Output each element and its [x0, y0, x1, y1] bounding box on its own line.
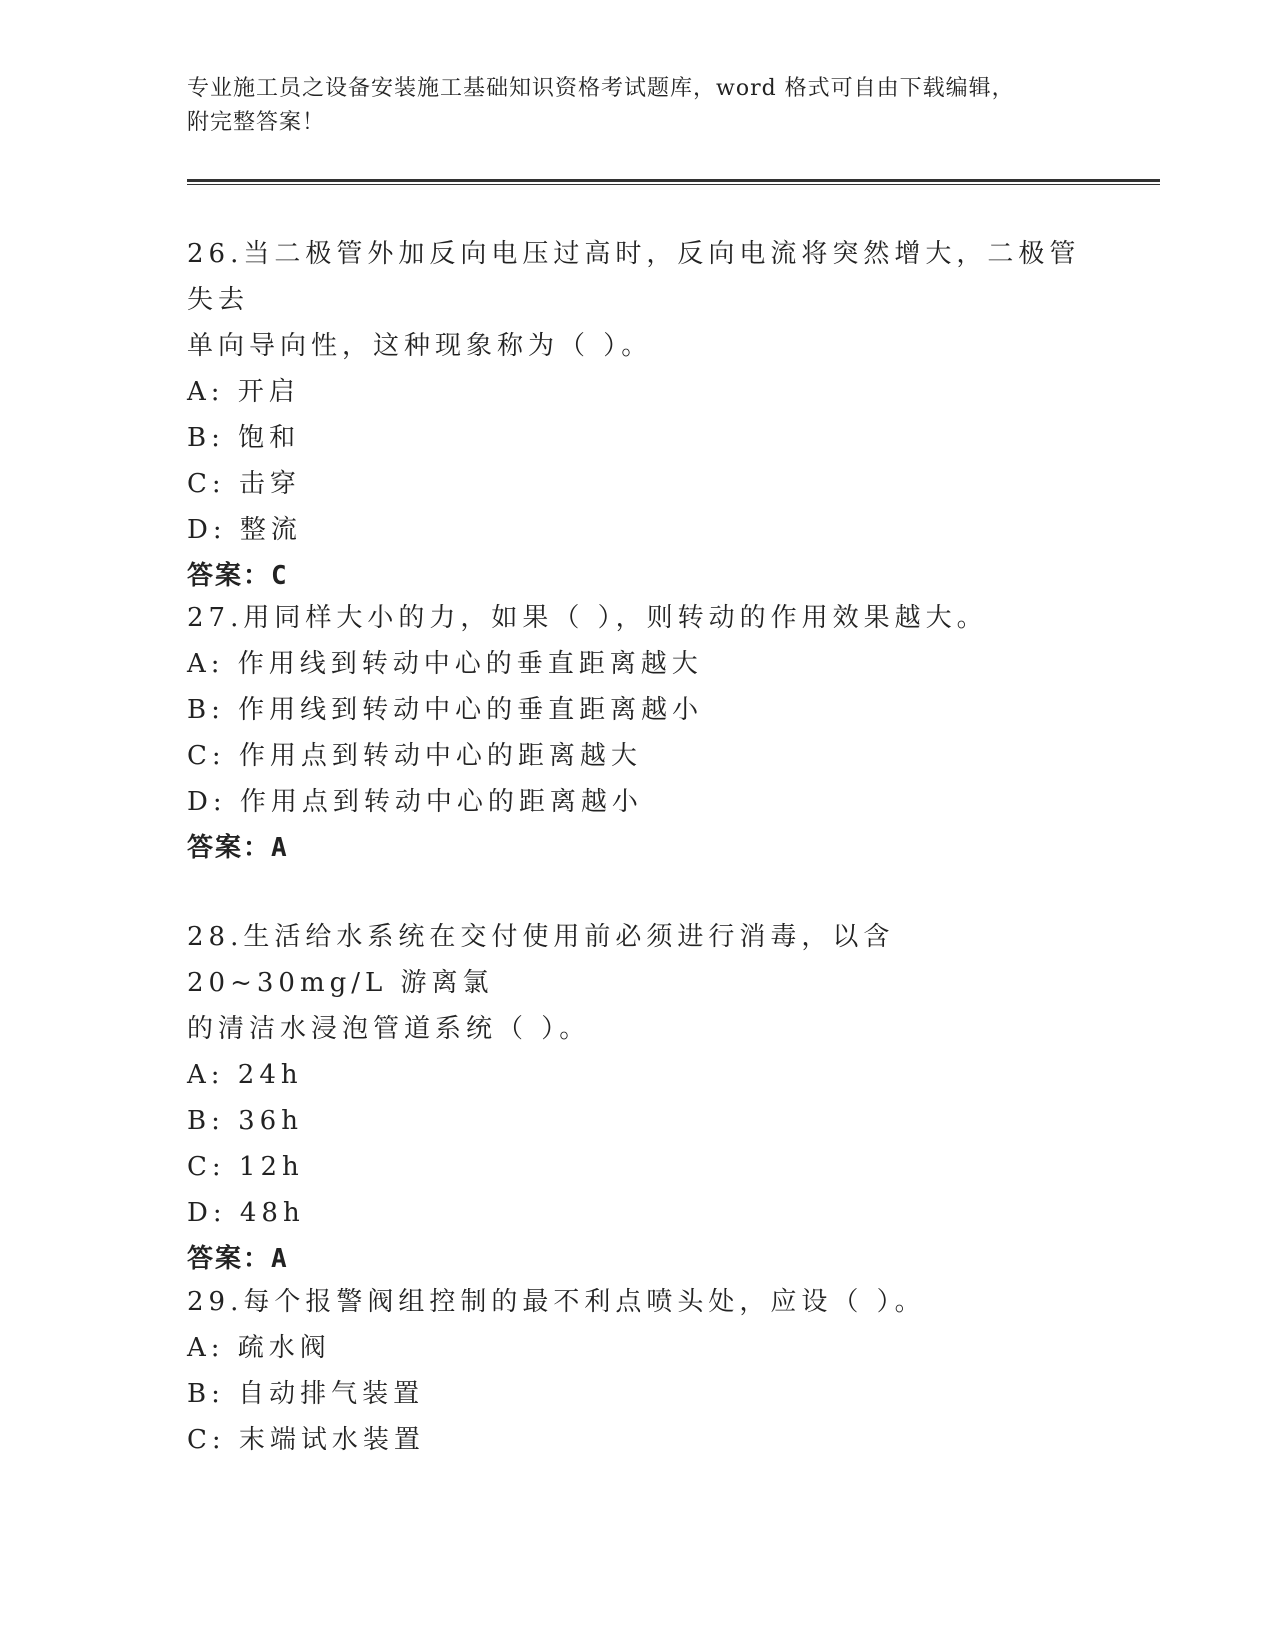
- option-d: D: 整流: [187, 515, 302, 545]
- option-c: C: 作用点到转动中心的距离越大: [187, 741, 642, 771]
- answer-label: 答案：: [187, 1244, 272, 1274]
- question-29: [187, 1279, 1087, 1463]
- answer-label: 答案：: [187, 561, 272, 591]
- document-header: [187, 72, 1087, 140]
- option-d: D: 作用点到转动中心的距离越小: [187, 787, 643, 817]
- option-a: A: 开启: [187, 377, 300, 407]
- answer-label: 答案：: [187, 833, 272, 863]
- question-stem-line: 27.用同样大小的力，如果（ ），则转动的作用效果越大。: [187, 603, 988, 633]
- option-b: B: 自动排气装置: [187, 1379, 425, 1409]
- header-line-1: 专业施工员之设备安装施工基础知识资格考试题库，word 格式可自由下载编辑，: [187, 76, 1015, 101]
- answer-value: C: [271, 561, 289, 591]
- option-c: C: 12h: [187, 1152, 304, 1182]
- answer-value: A: [271, 1244, 289, 1274]
- question-stem-line: 29.每个报警阀组控制的最不利点喷头处，应设（ ）。: [187, 1287, 926, 1317]
- header-divider-thick: [187, 179, 1160, 182]
- answer-line: [187, 1236, 1087, 1282]
- option-c: C: 末端试水装置: [187, 1425, 425, 1455]
- answer-value: A: [271, 833, 289, 863]
- answer-line: [187, 825, 1087, 871]
- question-26: [187, 231, 1087, 599]
- header-line-2: 附完整答案！: [187, 110, 326, 135]
- question-stem-line: 单向导向性，这种现象称为（ ）。: [187, 331, 653, 361]
- option-b: B: 饱和: [187, 423, 301, 453]
- question-stem-line: 26.当二极管外加反向电压过高时，反向电流将突然增大，二极管失去: [187, 239, 1081, 315]
- option-b: B: 36h: [187, 1106, 303, 1136]
- header-divider-thin: [187, 184, 1160, 185]
- option-b: B: 作用线到转动中心的垂直距离越小: [187, 695, 704, 725]
- option-a: A: 24h: [187, 1060, 303, 1090]
- option-a: A: 作用线到转动中心的垂直距离越大: [187, 649, 703, 679]
- answer-line: [187, 553, 1087, 599]
- option-d: D: 48h: [187, 1198, 305, 1228]
- question-27: [187, 595, 1087, 871]
- question-stem-line: 的清洁水浸泡管道系统（ ）。: [187, 1014, 591, 1044]
- option-a: A: 疏水阀: [187, 1333, 331, 1363]
- question-28: [187, 914, 1087, 1282]
- option-c: C: 击穿: [187, 469, 301, 499]
- question-stem-line: 28.生活给水系统在交付使用前必须进行消毒，以含 20~30mg/L 游离氯: [187, 922, 895, 998]
